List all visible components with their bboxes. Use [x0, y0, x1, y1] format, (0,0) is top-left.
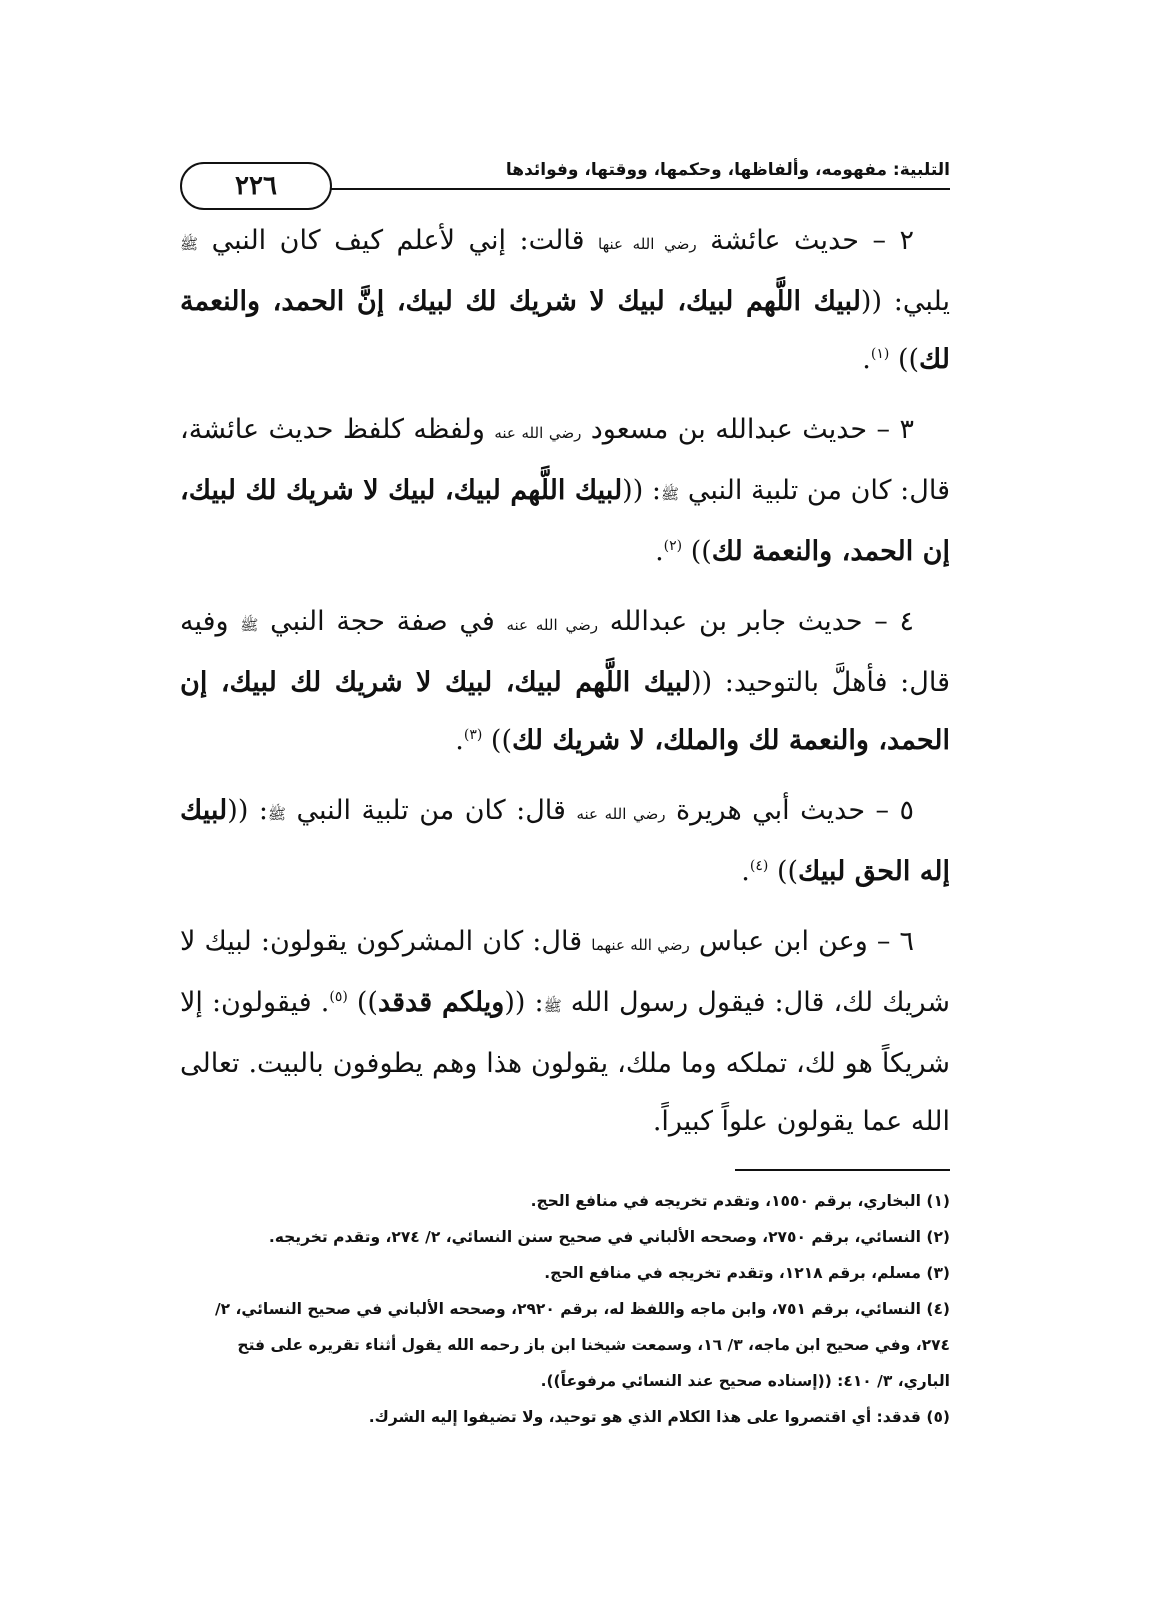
salutation-mark: ﷺ [180, 235, 199, 253]
footnote-text: النسائي، برقم ٢٧٥٠، وصححه الألباني في صحيح سنن النسائي، ٢/ ٢٧٤، وتقدم تخريجه. [268, 1228, 921, 1246]
paragraph-ibn-abbas [180, 913, 950, 1151]
paragraph-jabir [180, 593, 950, 770]
footnote-ref[interactable]: (٣) [463, 727, 483, 743]
talbiyah-quote: لبيك اللَّهم لبيك، لبيك لا شريك لك لبيك، إنَّ الحمد، والنعمة لك [180, 286, 950, 375]
paragraph-ibn-masud [180, 401, 950, 581]
footnote-number: (١) [926, 1192, 950, 1210]
text-segment: ٥ – حديث أبي هريرة [675, 795, 914, 826]
honorific: رضي الله عنه [576, 805, 666, 823]
quote-bold: ويلكم قدقد [377, 987, 505, 1018]
text-segment: : (( [504, 987, 544, 1018]
footnote-text: البخاري، برقم ١٥٥٠، وتقدم تخريجه في منافع الحج. [530, 1192, 921, 1210]
footnote-text: قدقد: أي اقتصروا على هذا الكلام الذي هو توحيد، ولا تضيفوا إليه الشرك. [368, 1408, 921, 1426]
footnote-number: (٥) [926, 1408, 950, 1426]
talbiyah-quote: لبيك اللَّهم لبيك، لبيك لا شريك لك لبيك، إن الحمد، والنعمة لك والملك، لا شريك لك [180, 667, 950, 756]
page-number: ٢٢٦ [180, 162, 332, 210]
footnote-1 [180, 1183, 950, 1219]
text-segment: : (( [227, 795, 268, 826]
footnote-ref[interactable]: (٥) [329, 989, 348, 1005]
footnote-4 [180, 1291, 950, 1399]
text-segment: . [455, 725, 464, 756]
text-segment: . [655, 536, 664, 567]
text-segment: ٢ – حديث عائشة [710, 225, 914, 256]
footnote-text: النسائي، برقم ٧٥١، وابن ماجه واللفظ له، برقم ٢٩٢٠، وصححه الألباني في صحيح النسائي، ٢/ ٢٧٤، وفي صحيح ابن ماجه، ٣/ ١٦، وسمعت شيخنا ابن باز رحمه الله يقول أثناء تقريره على فتح الباري، ٣/ ٤١٠: ((إسناده صحيح عند النسائي مرفوعاً)). [214, 1300, 950, 1390]
text-segment: ٤ – حديث جابر بن عبدالله [609, 606, 915, 637]
talbiyah-quote: لبيك إله الحق لبيك [180, 795, 950, 887]
text-segment: )) [356, 987, 378, 1018]
footnote-2 [180, 1219, 950, 1255]
footnote-ref[interactable]: (٤) [749, 858, 769, 874]
text-segment: قالت: إني لأعلم كيف كان النبي [211, 225, 585, 256]
main-text [180, 212, 950, 1151]
talbiyah-quote: لبيك اللَّهم لبيك، لبيك لا شريك لك لبيك، إن الحمد، والنعمة لك [180, 475, 950, 567]
text-segment: )) [490, 725, 512, 756]
footnote-ref[interactable]: (٢) [663, 538, 683, 554]
text-segment: : (( [622, 475, 662, 506]
header-rule [330, 188, 950, 190]
text-segment: يلبي: (( [860, 286, 950, 317]
text-segment: ٦ – وعن ابن عباس [698, 926, 914, 957]
footnote-number: (٢) [926, 1228, 950, 1246]
book-page [180, 150, 950, 1435]
text-segment: وفيه قال: فأهلَّ بالتوحيد: (( [180, 606, 950, 698]
running-title: التلبية: مفهومه، وألفاظها، وحكمها، ووقتها، وفوائدها [505, 160, 950, 180]
text-segment: ولفظه كلفظ حديث عائشة، قال: كان من تلبية النبي [180, 414, 950, 506]
honorific: رضي الله عنهما [591, 936, 690, 954]
salutation-mark: ﷺ [543, 997, 562, 1015]
text-segment: . [862, 344, 871, 375]
text-segment: )) [897, 344, 920, 375]
footnote-number: (٤) [926, 1300, 950, 1318]
text-segment: . [741, 856, 750, 887]
footnote-number: (٣) [926, 1264, 950, 1282]
text-segment: في صفة حجة النبي [270, 606, 495, 637]
page-header [180, 150, 950, 210]
salutation-mark: ﷺ [267, 805, 287, 823]
salutation-mark: ﷺ [661, 485, 680, 503]
footnote-3 [180, 1255, 950, 1291]
footnotes [180, 1183, 950, 1435]
salutation-mark: ﷺ [240, 616, 259, 634]
paragraph-abu-hurairah [180, 782, 950, 901]
footnote-text: مسلم، برقم ١٢١٨، وتقدم تخريجه في منافع الحج. [544, 1264, 921, 1282]
footnote-separator [735, 1169, 950, 1171]
text-segment: قال: كان المشركون يقولون: لبيك لا شريك لك، قال: فيقول رسول الله [180, 926, 950, 1018]
text-segment: )) [776, 856, 799, 887]
text-segment: )) [690, 536, 712, 567]
footnote-ref[interactable]: (١) [870, 346, 890, 362]
honorific: رضي الله عنه [494, 424, 582, 442]
text-segment: ٣ – حديث عبدالله بن مسعود [590, 414, 914, 445]
text-segment: قال: كان من تلبية النبي [296, 795, 566, 826]
text-segment: . فيقولون: إلا شريكاً هو لك، تملكه وما ملك، يقولون هذا وهم يطوفون بالبيت. تعالى الله عما يقولون علواً كبيراً. [180, 987, 950, 1137]
paragraph-aisha [180, 212, 950, 389]
honorific: رضي الله عنها [598, 235, 697, 253]
footnote-5 [180, 1399, 950, 1435]
honorific: رضي الله عنه [506, 616, 598, 634]
